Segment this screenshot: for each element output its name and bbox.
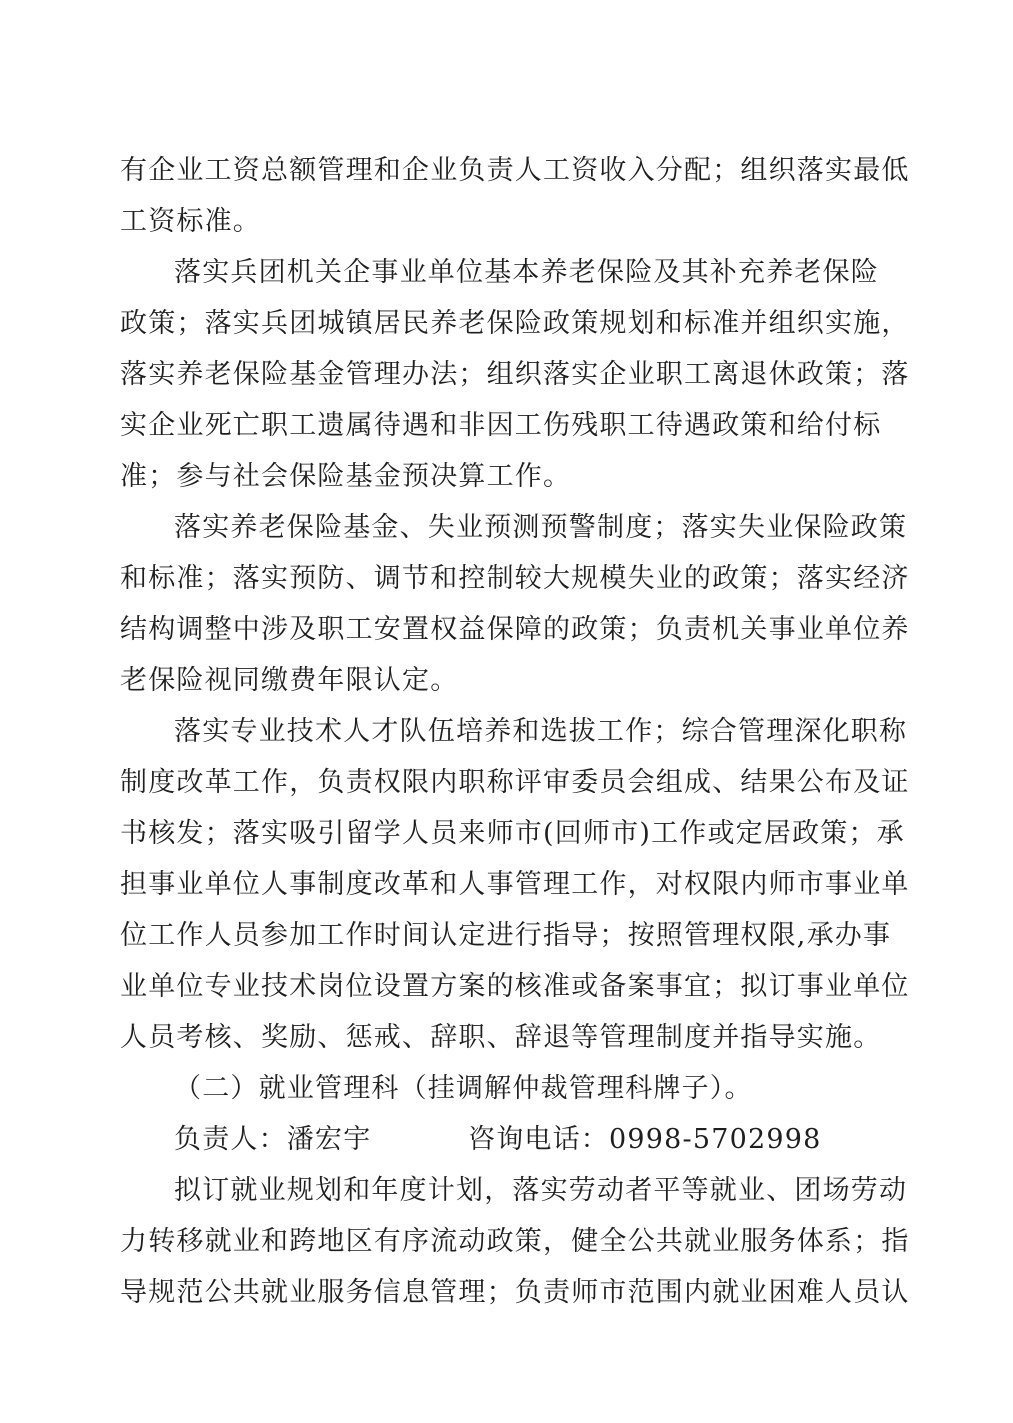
- text-line: 有企业工资总额管理和企业负责人工资收入分配；组织落实最低: [120, 155, 910, 186]
- text-line: 落实养老保险基金管理办法；组织落实企业职工离退休政策；落: [120, 359, 910, 390]
- text-line: 工资标准。: [120, 206, 261, 237]
- paragraph-wage: [120, 145, 910, 247]
- text-line: 制度改革工作，负责权限内职称评审委员会组成、结果公布及证: [120, 767, 910, 798]
- text-line: 人员考核、奖励、惩戒、辞职、辞退等管理制度并指导实施。: [120, 1022, 882, 1053]
- contact-person: 负责人：潘宏宇: [174, 1124, 372, 1155]
- text-line: 落实养老保险基金、失业预测预警制度；落实失业保险政策: [174, 512, 908, 543]
- text-line: 准；参与社会保险基金预决算工作。: [120, 461, 572, 492]
- text-line: 拟订就业规划和年度计划，落实劳动者平等就业、团场劳动: [174, 1175, 908, 1206]
- text-line: 实企业死亡职工遗属待遇和非因工伤残职工待遇政策和给付标: [120, 410, 882, 441]
- document-body: [120, 145, 910, 1318]
- contact-info: [120, 1114, 870, 1165]
- paragraph-professional-talent: [120, 706, 910, 1063]
- text-line: 结构调整中涉及职工安置权益保障的政策；负责机关事业单位养: [120, 614, 910, 645]
- text-line: 落实兵团机关企事业单位基本养老保险及其补充养老保险: [174, 257, 879, 288]
- contact-phone: 咨询电话：0998-5702998: [468, 1124, 822, 1155]
- paragraph-pension-insurance: [120, 247, 910, 502]
- text-line: 老保险视同缴费年限认定。: [120, 665, 459, 696]
- text-line: 业单位专业技术岗位设置方案的核准或备案事宜；拟订事业单位: [120, 971, 910, 1002]
- text-line: 书核发；落实吸引留学人员来师市(回师市)工作或定居政策；承: [120, 818, 905, 849]
- text-line: 力转移就业和跨地区有序流动政策，健全公共就业服务体系；指: [120, 1226, 910, 1257]
- text-line: 政策；落实兵团城镇居民养老保险政策规划和标准并组织实施，: [120, 308, 910, 339]
- text-line: 落实专业技术人才队伍培养和选拔工作；综合管理深化职称: [174, 716, 908, 747]
- text-line: 和标准；落实预防、调节和控制较大规模失业的政策；落实经济: [120, 563, 910, 594]
- text-line: 位工作人员参加工作时间认定进行指导；按照管理权限,承办事: [120, 920, 892, 951]
- section-heading: （二）就业管理科（挂调解仲裁管理科牌子）。: [174, 1073, 753, 1104]
- text-line: 担事业单位人事制度改革和人事管理工作，对权限内师市事业单: [120, 869, 910, 900]
- paragraph-unemployment: [120, 502, 910, 706]
- text-line: 导规范公共就业服务信息管理；负责师市范围内就业困难人员认: [120, 1277, 910, 1308]
- paragraph-employment-planning: [120, 1165, 910, 1318]
